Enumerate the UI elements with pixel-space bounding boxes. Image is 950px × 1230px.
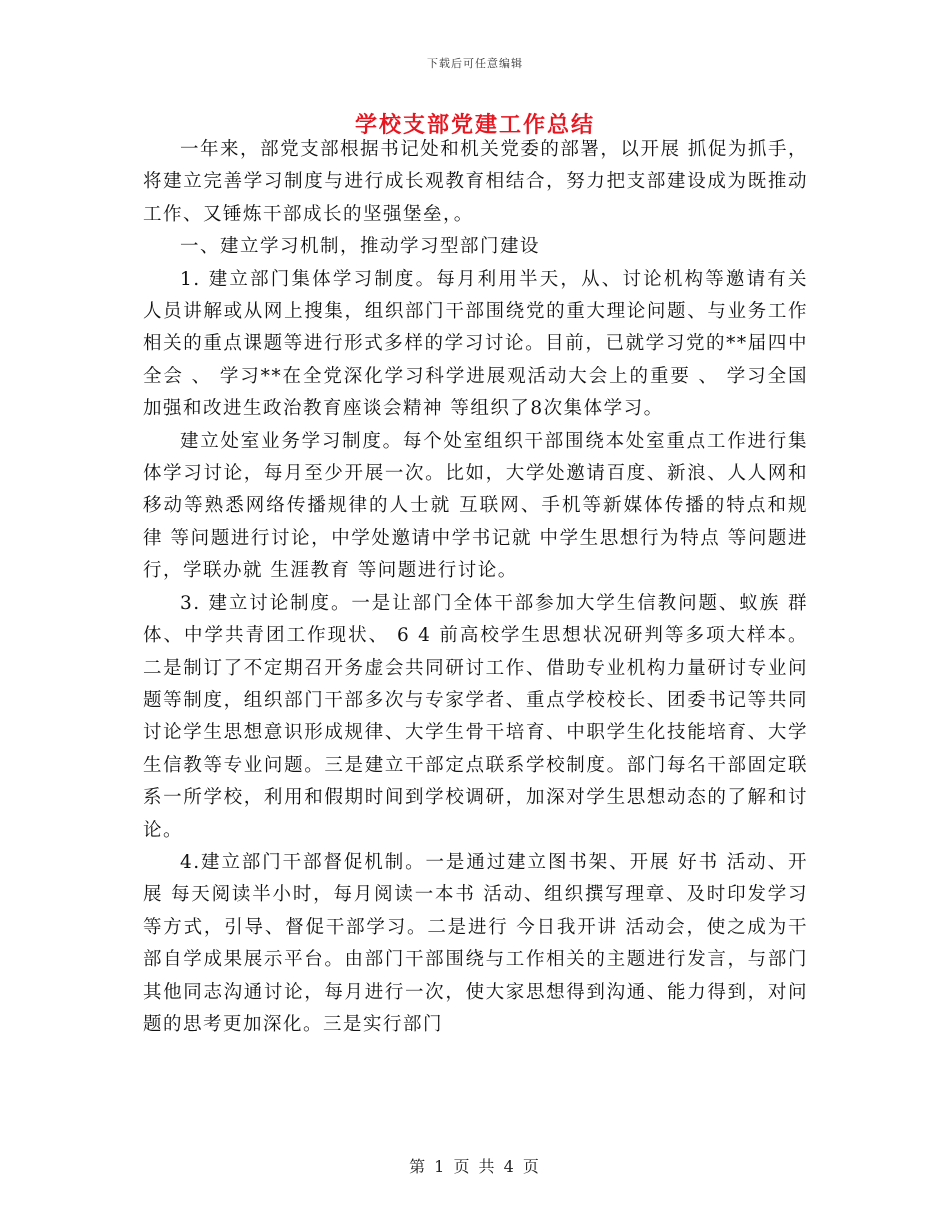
document-body — [143, 134, 808, 1041]
document-title: 学校支部党建工作总结 — [354, 112, 595, 138]
page-header-note: 下载后可任意编辑 — [427, 57, 523, 70]
section-heading: 一、建立学习机制，推动学习型部门建设 — [180, 236, 541, 258]
page-number: 第 1 页 共 4 页 — [409, 1157, 541, 1176]
paragraph-item-3: 3. 建立讨论制度。一是让部门全体干部参加大学生信教问题、蚁族 群体、中学共青团工作现状、 6 4 前高校学生思想状况研判等多项大样本。二是制订了不定期召开务虚会共同研讨工作、借助专业机构力量研讨专业问题等制度，组织部门干部多次与专家学者、重点学校校长、团委书记等共同讨论学生思想意识形成规律、大学生骨干培育、中职学生化技能培育、大学生信教等专业问题。三是建立干部定点联系学校制度。部门每名干部固定联系一所学校，利用和假期时间到学校调研，加深对学生思想动态的了解和讨论。 — [143, 592, 808, 841]
paragraph-item-1: 1. 建立部门集体学习制度。每月利用半天，从、讨论机构等邀请有关人员讲解或从网上搜集，组织部门干部围绕党的重大理论问题、与业务工作相关的重点课题等进行形式多样的学习讨论。目前，已就学习党的**届四中全会 、 学习**在全党深化学习科学进展观活动大会上的重要 、 学习全国加强和改进生政治教育座谈会精神 等组织了8次集体学习。 — [143, 268, 808, 420]
paragraph-item-4: 4.建立部门干部督促机制。一是通过建立图书架、开展 好书 活动、开展 每天阅读半小时，每月阅读一本书 活动、组织撰写理章、及时印发学习等方式，引导、督促干部学习。二是进行 今日我开讲 活动会，使之成为干部自学成果展示平台。由部门干部围绕与工作相关的主题进行发言，与部门其他同志沟通讨论，每月进行一次，使大家思想得到沟通、能力得到，对问题的思考更加深化。三是实行部门 — [143, 851, 808, 1035]
paragraph-item-2: 建立处室业务学习制度。每个处室组织干部围绕本处室重点工作进行集体学习讨论，每月至少开展一次。比如，大学处邀请百度、新浪、人人网和移动等熟悉网络传播规律的人士就 互联网、手机等新媒体传播的特点和规律 等问题进行讨论，中学处邀请中学书记就 中学生思想行为特点 等问题进行，学联办就 生涯教育 等问题进行讨论。 — [143, 430, 808, 582]
paragraph-intro: 一年来，部党支部根据书记处和机关党委的部署，以开展 抓促为抓手，将建立完善学习制度与进行成长观教育相结合，努力把支部建设成为既推动工作、又锤炼干部成长的坚强堡垒，。 — [143, 139, 808, 225]
